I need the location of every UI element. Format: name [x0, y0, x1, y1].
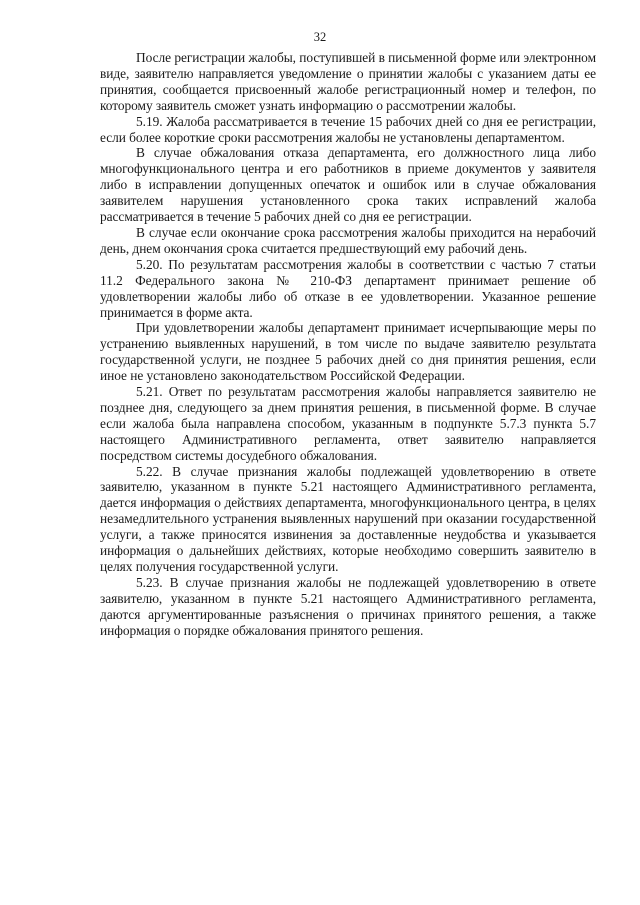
- document-body: [100, 50, 596, 639]
- paragraph-5-21: 5.21. Ответ по результатам рассмотрения жалобы направляется заявителю не позднее дня, следующего за днем принятия решения, в письменной форме. В случае если жалоба была направлена способом, указанным в подпункте 5.7.3 пункта 5.7 настоящего Административного регламента, ответ заявителю направляется посредством системы досудебного обжалования.: [100, 384, 596, 463]
- paragraph-5-22: 5.22. В случае признания жалобы подлежащей удовлетворению в ответе заявителю, указанном в пункте 5.21 настоящего Административного регламента, дается информация о действиях департамента, многофункционального центра, в целях незамедлительного устранения выявленных нарушений при оказании государственной услуги, а также приносятся извинения за доставленные неудобства и указывается информация о дальнейших действиях, которые необходимо совершить заявителю в целях получения государственной услуги.: [100, 463, 596, 574]
- paragraph-refusal-appeal: В случае обжалования отказа департамента, его должностного лица либо многофункционального центра и его работников в приеме документов у заявителя либо в исправлении допущенных опечаток и ошибок или в случае обжалования заявителем нарушения установленного срока таких исправлений жалоба рассматривается в течение 5 рабочих дней со дня ее регистрации.: [100, 145, 596, 225]
- page-number: 32: [313, 30, 327, 44]
- paragraph-5-19: 5.19. Жалоба рассматривается в течение 15 рабочих дней со дня ее регистрации, если более короткие сроки рассмотрения жалобы не установлены департаментом.: [100, 113, 596, 145]
- paragraph-5-20: 5.20. По результатам рассмотрения жалобы в соответствии с частью 7 статьи 11.2 Федерального закона № 210-ФЗ департамент принимает решение об удовлетворении жалобы либо об отказе в ее удовлетворении. Указанное решение принимается в форме акта.: [100, 256, 596, 320]
- paragraph-registration-notice: После регистрации жалобы, поступившей в письменной форме или электронном виде, заявителю направляется уведомление о принятии жалобы с указанием даты ее принятия, сообщается присвоенный жалобе регистрационный номер и телефон, по которому заявитель сможет узнать информацию о рассмотрении жалобы.: [100, 50, 596, 113]
- paragraph-satisfaction-measures: При удовлетворении жалобы департамент принимает исчерпывающие меры по устранению выявленных нарушений, в том числе по выдаче заявителю результата государственной услуги, не позднее 5 рабочих дней со дня принятия решения, если иное не установлено законодательством Российской Федерации.: [100, 320, 596, 384]
- paragraph-5-23: 5.23. В случае признания жалобы не подлежащей удовлетворению в ответе заявителю, указанном в пункте 5.21 настоящего Административного регламента, даются аргументированные разъяснения о причинах принятого решения, а также информация о порядке обжалования принятого решения.: [100, 574, 596, 638]
- paragraph-non-working-day: В случае если окончание срока рассмотрения жалобы приходится на нерабочий день, днем окончания срока считается предшествующий ему рабочий день.: [100, 224, 596, 256]
